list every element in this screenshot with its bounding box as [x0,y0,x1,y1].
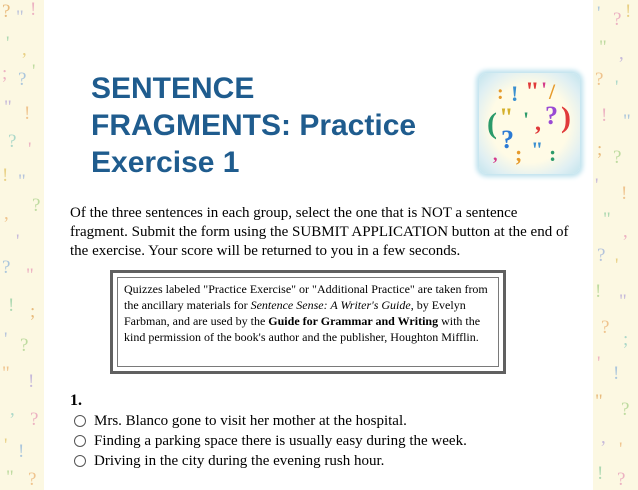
punctuation-decoration-icon: ' [597,353,601,374]
punctuation-decoration-icon: ? [597,245,606,266]
copyright-notice [110,270,506,374]
punctuation-decoration-icon: , [22,39,27,60]
punctuation-decoration-icon: ? [595,69,604,90]
notice-text-part: with the kind permission of the book's author and the publisher, Houghton Mifflin. [124,314,481,344]
punctuation-decoration-icon: ' [6,33,10,54]
punctuation-decoration-icon: ! [613,363,620,384]
punctuation-decoration-icon: ; [597,139,603,160]
punctuation-marks-logo-icon: : ! " ' / ( " ' , ? ) ? , ; " : [479,73,580,174]
punctuation-decoration-icon: " [18,171,26,192]
punctuation-decoration-icon: ; [30,301,36,322]
punctuation-decoration-icon: " [619,291,627,312]
punctuation-decoration-icon: ! [2,165,9,186]
main-content [44,0,593,490]
punctuation-decoration-icon: ; [2,63,8,84]
punctuation-decoration-icon: ' [28,139,32,160]
punctuation-decoration-icon: ? [2,1,11,22]
notice-text-part: , by Evelyn Farbman, and are used by the [124,298,466,328]
punctuation-decoration-icon: " [2,363,10,384]
page-title: SENTENCE FRAGMENTS: Practice Exercise 1 [91,72,417,179]
punctuation-decoration-icon: ? [2,257,11,278]
punctuation-decoration-icon: ? [20,335,29,356]
left-punctuation-pattern [0,0,44,490]
answer-option-label: Driving in the city during the evening rush hour. [94,452,385,469]
instructions-text: Of the three sentences in each group, select the one that is NOT a sentence fragment. Submit the form using the SUBMIT APPLICATION button at the end of the exercise. Your score will be returned to you in a few seconds. [70,205,569,259]
answer-option[interactable] [74,451,384,471]
punctuation-decoration-icon: ? [621,399,630,420]
punctuation-decoration-icon: ! [597,463,604,484]
punctuation-decoration-icon: , [619,43,624,64]
punctuation-decoration-icon: ' [4,435,8,456]
punctuation-decoration-icon: ! [625,1,632,22]
question-number: 1. [70,392,82,409]
punctuation-decoration-icon: ? [28,469,37,490]
punctuation-decoration-icon: " [623,111,631,132]
punctuation-decoration-icon: " [595,391,603,412]
punctuation-decoration-icon: ? [617,469,626,490]
punctuation-decoration-icon: ? [8,131,17,152]
punctuation-decoration-icon: ! [8,295,15,316]
radio-button[interactable] [74,415,86,427]
punctuation-decoration-icon: ' [4,329,8,350]
punctuation-decoration-icon: ! [595,281,602,302]
punctuation-decoration-icon: ; [623,329,629,350]
punctuation-decoration-icon: ! [601,105,608,126]
book-title: Sentence Sense: A Writer's Guide [250,298,411,312]
punctuation-decoration-icon: ! [621,183,628,204]
punctuation-decoration-icon: ' [16,231,20,252]
answer-option-label: Mrs. Blanco gone to visit her mother at the hospital. [94,412,407,429]
radio-button[interactable] [74,435,86,447]
punctuation-decoration-icon: ' [615,255,619,276]
punctuation-decoration-icon: , [601,427,606,448]
punctuation-decoration-icon: " [16,7,24,28]
copyright-notice-text [117,277,499,367]
answer-option[interactable] [74,431,467,451]
punctuation-decoration-icon: " [603,209,611,230]
punctuation-decoration-icon: ' [619,439,623,460]
punctuation-decoration-icon: , [10,399,15,420]
punctuation-decoration-icon: ! [24,103,31,124]
punctuation-decoration-icon: ' [597,3,601,24]
punctuation-decoration-icon: ? [613,147,622,168]
guide-name: Guide for Grammar and Writing [268,314,439,328]
punctuation-decoration-icon: ! [28,371,35,392]
punctuation-decoration-icon: ! [30,0,37,20]
punctuation-decoration-icon: ? [18,69,27,90]
notice-text-part: Quizzes labeled "Practice Exercise" or "Additional Practice" are taken from the ancillary materials for [124,282,488,312]
punctuation-decoration-icon: ' [32,61,36,82]
right-punctuation-pattern [593,0,638,490]
punctuation-decoration-icon: ? [613,9,622,30]
answer-option[interactable] [74,411,407,431]
punctuation-decoration-icon: ! [18,441,25,462]
radio-button[interactable] [74,455,86,467]
answer-option-label: Finding a parking space there is usually easy during the week. [94,432,467,449]
punctuation-decoration-icon: ? [32,195,41,216]
punctuation-decoration-icon: , [4,203,9,224]
punctuation-decoration-icon: ' [615,77,619,98]
punctuation-decoration-icon: " [6,467,14,488]
punctuation-decoration-icon: " [4,97,12,118]
punctuation-decoration-icon: " [26,265,34,286]
punctuation-decoration-icon: ' [595,175,599,196]
punctuation-decoration-icon: ? [30,409,39,430]
punctuation-decoration-icon: ? [601,317,610,338]
punctuation-decoration-icon: " [599,37,607,58]
punctuation-decoration-icon: , [623,221,628,242]
